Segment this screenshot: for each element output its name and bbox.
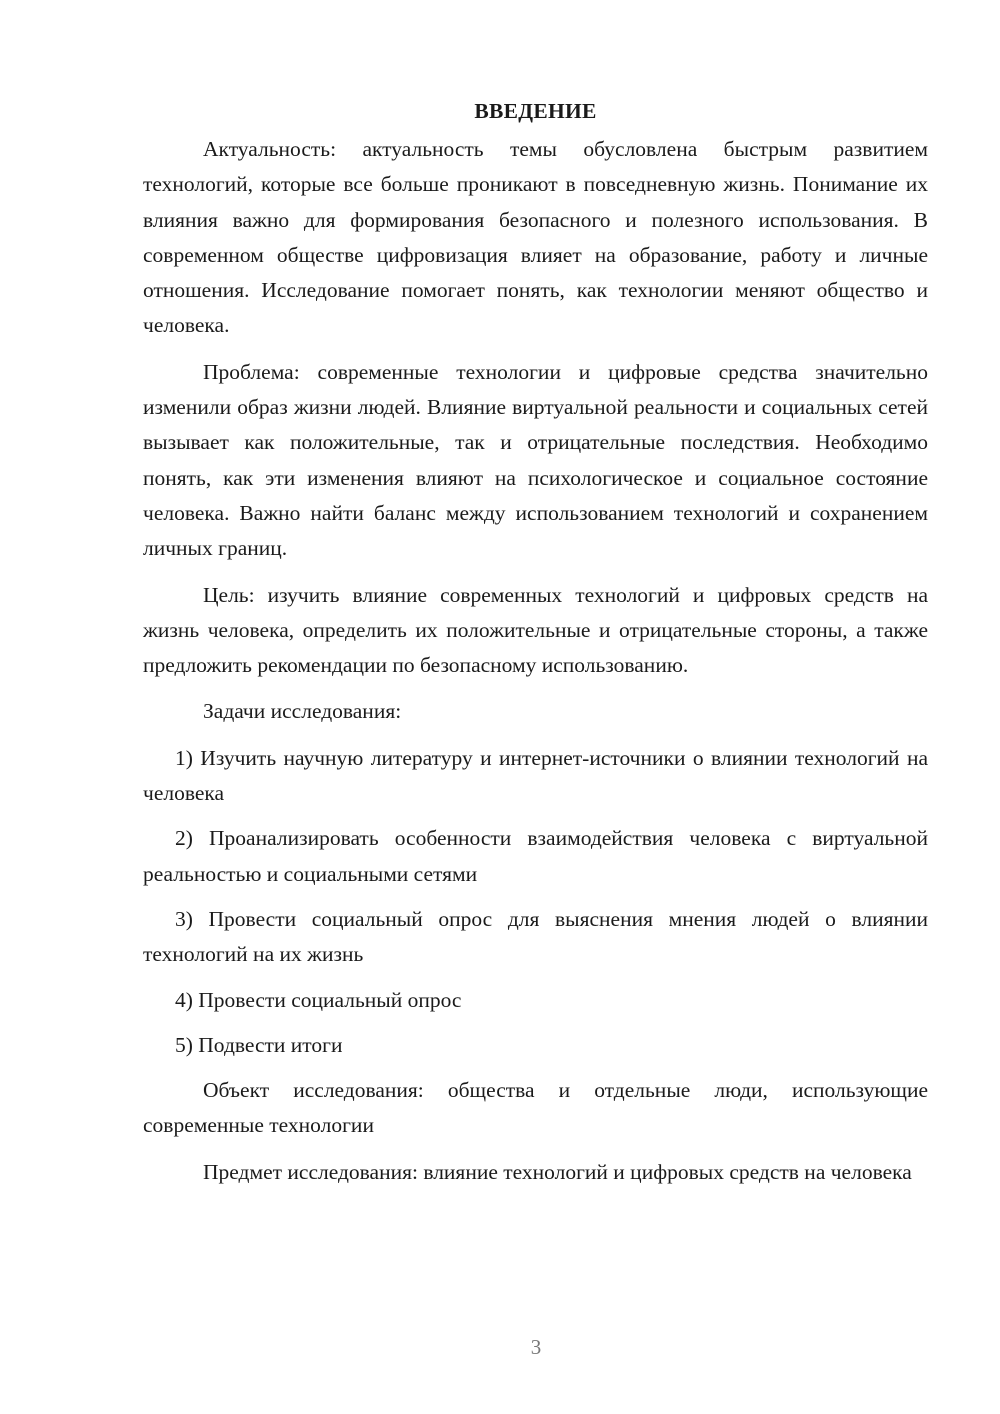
page-number: 3 xyxy=(530,1335,542,1359)
subject-paragraph: Предмет исследования: влияние технологий и цифровых средств на человека xyxy=(203,1159,912,1184)
goal-paragraph: Цель: изучить влияние современных технологий и цифровых средств на жизнь человека, определить их положительные и отрицательные стороны, а также предложить рекомендации по безопасному использованию. xyxy=(143,582,928,678)
page-content xyxy=(143,96,928,1201)
task-item-4: 4) Провести социальный опрос xyxy=(175,987,462,1012)
relevance-paragraph: Актуальность: актуальность темы обусловлена быстрым развитием технологий, которые все больше проникают в повседневную жизнь. Понимание их влияния важно для формирования безопасного и полезного использования. В современном обществе цифровизация влияет на образование, работу и личные отношения. Исследование помогает понять, как технологии меняют общество и человека. xyxy=(143,137,928,338)
object-paragraph: Объект исследования: общества и отдельные люди, использующие современные технологии xyxy=(143,1078,928,1138)
tasks-heading: Задачи исследования: xyxy=(203,699,402,724)
problem-paragraph: Проблема: современные технологии и цифровые средства значительно изменили образ жизни людей. Влияние виртуальной реальности и социальных сетей вызывает как положительные, так и отрицательные последствия. Необходимо понять, как эти изменения влияют на психологическое и социальное состояние человека. Важно найти баланс между использованием технологий и сохранением личных границ. xyxy=(143,359,928,561)
task-item-5: 5) Подвести итоги xyxy=(175,1032,343,1057)
task-item-3: 3) Провести социальный опрос для выяснения мнения людей о влиянии технологий на их жизнь xyxy=(143,906,928,967)
task-item-2: 2) Проанализировать особенности взаимодействия человека с виртуальной реальностью и социальными сетями xyxy=(143,826,928,886)
task-item-1: 1) Изучить научную литературу и интернет-источники о влиянии технологий на человека xyxy=(143,745,928,806)
page-title: ВВЕДЕНИЕ xyxy=(474,99,597,123)
